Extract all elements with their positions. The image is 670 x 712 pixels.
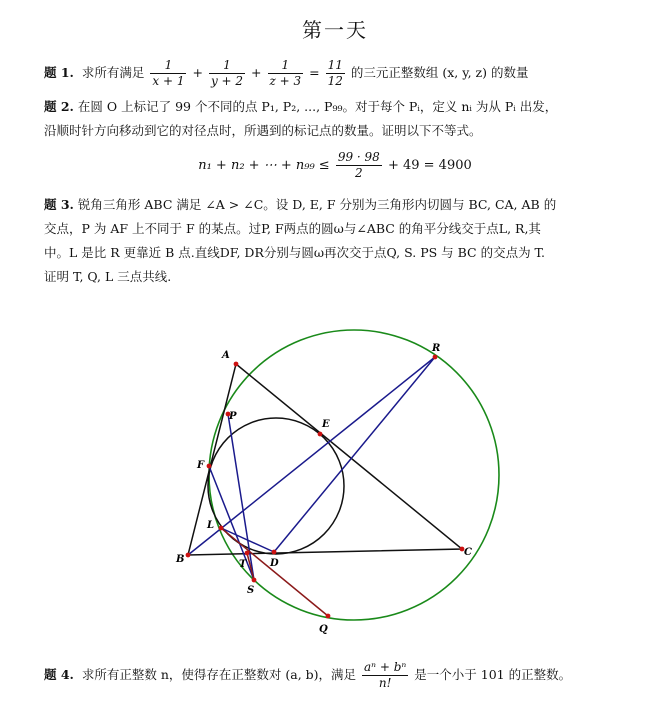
point-f — [207, 464, 212, 469]
segment-b-r — [188, 357, 435, 555]
segment-f-s — [209, 466, 254, 580]
point-markers — [186, 355, 465, 619]
fraction-denominator: z + 3 — [269, 74, 302, 88]
label-q: Q — [319, 624, 328, 635]
problem-3-label: 题 3. — [44, 197, 74, 212]
label-r: R — [432, 343, 441, 354]
problem-1-tail: 的三元正整数组 (x, y, z) 的数量 — [350, 65, 529, 80]
point-r — [433, 355, 438, 360]
label-a: A — [222, 350, 230, 361]
problem-2-line-1: 在圆 O 上标记了 99 个不同的点 P₁, P₂, ..., P₉₉。对于每个 Pᵢ，定义 nᵢ 为从 Pᵢ 出发， — [77, 99, 558, 114]
label-c: C — [464, 547, 472, 558]
point-a — [234, 362, 239, 367]
problem-3-line-3: 中。L 是比 R 更靠近 B 点.直线DF, DR分别与圆ω再次交于点Q, S. PS 与 BC 的交点为 T. — [44, 245, 546, 260]
fraction-denominator: 2 — [355, 166, 363, 180]
point-e — [318, 432, 323, 437]
inequality-rhs: + 49 = 4900 — [387, 158, 472, 173]
point-t — [245, 551, 250, 556]
problem-2-label: 题 2. — [44, 99, 74, 114]
segment-d-r — [274, 357, 435, 552]
fraction-numerator: 1 — [150, 58, 186, 74]
problem-1-label: 题 1. — [44, 65, 74, 80]
problem-4-fraction — [362, 660, 408, 691]
fraction-numerator: aⁿ + bⁿ — [364, 660, 407, 674]
problem-4 — [44, 660, 664, 691]
point-l — [219, 526, 224, 531]
point-s — [252, 578, 257, 583]
triangle-abc — [188, 364, 462, 555]
point-q — [326, 614, 331, 619]
label-b: B — [176, 554, 185, 565]
problem-3-line-4: 证明 T, Q, L 三点共线. — [44, 269, 172, 284]
label-p: P — [229, 411, 237, 422]
plus-sign: + — [251, 65, 262, 80]
label-t: T — [239, 559, 247, 570]
fraction-numerator: 99 · 98 — [337, 150, 380, 164]
problem-3-line-1: 锐角三角形 ABC 满足 ∠A > ∠C。设 D, E, F 分别为三角形内切圆与 BC, CA, AB 的 — [77, 197, 557, 212]
problem-4-intro: 求所有正整数 n，使得存在正整数对 (a, b)，满足 — [81, 667, 357, 682]
problem-1-intro: 求所有满足 — [81, 65, 145, 80]
fraction-numerator: 1 — [268, 58, 304, 74]
segment-p-s — [228, 414, 254, 580]
point-d — [272, 550, 277, 555]
label-e: E — [322, 419, 330, 430]
fraction-numerator: 11 — [327, 58, 343, 72]
fraction-denominator: y + 2 — [210, 74, 244, 88]
label-d: D — [270, 558, 279, 569]
label-s: S — [247, 585, 255, 596]
equals-sign: = — [309, 65, 320, 80]
problem-3-line-2: 交点，P 为 AF 上不同于 F 的某点。过P, F两点的圆ω与∠ABC 的角平分线交于点L, R,其 — [44, 221, 541, 236]
fraction-denominator: 12 — [327, 74, 343, 88]
inequality-lhs: n₁ + n₂ + ⋯ + n₉₉ ≤ — [198, 158, 330, 173]
problem-4-label: 题 4. — [44, 667, 74, 682]
plus-sign: + — [192, 65, 203, 80]
page-title: 第一天 — [302, 18, 368, 42]
segment-l-q — [221, 528, 328, 616]
point-b — [186, 553, 191, 558]
label-l: L — [207, 520, 215, 531]
problem-4-tail: 是一个小于 101 的正整数。 — [414, 667, 572, 682]
label-f: F — [197, 460, 205, 471]
fraction-denominator: x + 1 — [152, 74, 185, 88]
fraction-numerator: 1 — [209, 58, 245, 74]
fraction-denominator: n! — [378, 676, 392, 690]
problem-2-line-2: 沿顺时针方向移动到它的对径点时，所遇到的标记点的数量。证明以下不等式。 — [44, 123, 482, 138]
